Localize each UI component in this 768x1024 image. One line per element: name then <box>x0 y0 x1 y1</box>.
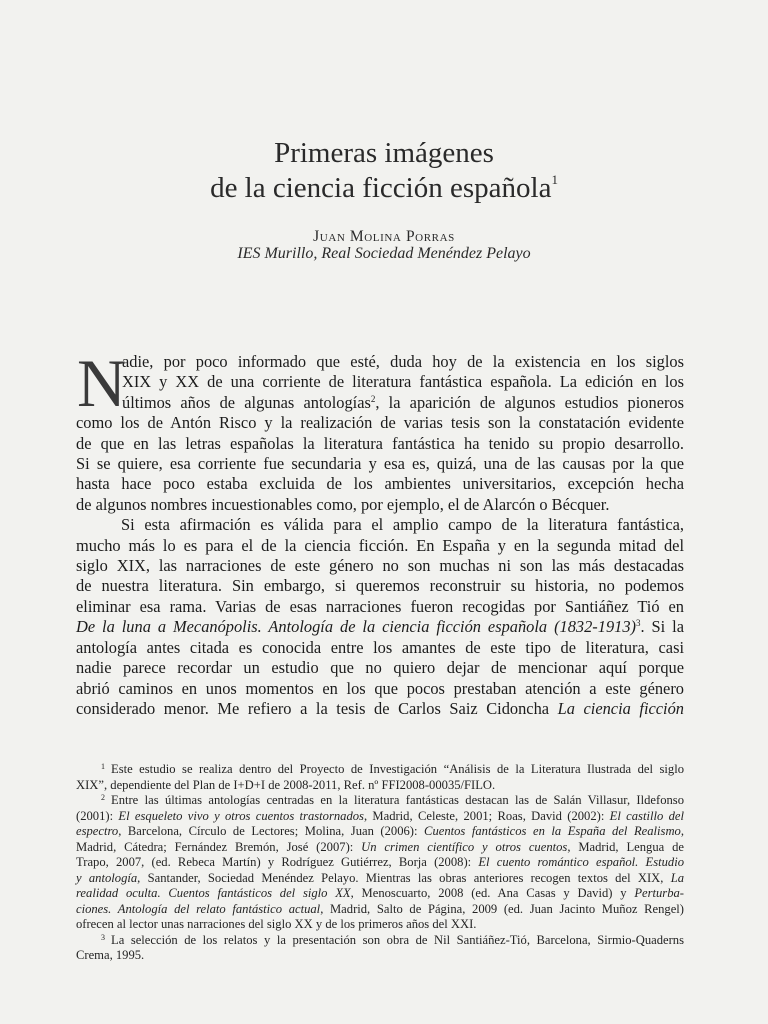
body-line: Si esta afirmación es válida para el amplio campo de la literatura fantástica, <box>121 515 684 535</box>
body-line: mucho más lo es para el de la ciencia ficción. En España y en la segunda mitad del <box>76 535 684 555</box>
footnote-title: espectro <box>76 824 119 838</box>
footnote-text: Madrid, Cátedra; Fernández Bremón, José (2007): <box>76 839 362 854</box>
footnote-line <box>76 840 684 856</box>
footnote-mark: 3 <box>101 932 105 942</box>
footnote-text: , Santander, Sociedad Menéndez Pelayo. Mientras las obras anteriores recogen textos del XIX, <box>137 870 671 885</box>
footnote-line <box>76 809 684 825</box>
book-title: De la luna a Mecanópolis. Antología de la ciencia ficción española (1832-1913) <box>76 617 637 637</box>
body-line: de nuestra literatura. Sin embargo, si queremos reconstruir su historia, no podemos <box>76 576 684 596</box>
footnote-line <box>76 855 684 871</box>
footnote-title: Cuentos fantásticos en la España del Realismo <box>424 824 681 838</box>
footnote-text: , Madrid, Celeste, 2001; Roas, David (2002): <box>363 808 610 823</box>
footnote-title: ciones. Antología del relato fantástico actual <box>76 901 321 916</box>
footnote-text: La selección de los relatos y la presentación son obra de Nil Santiáñez-Tió, Barcelona, Sirmio-Quaderns <box>111 932 684 947</box>
body-line: de que en las letras españolas la literatura fantástica ha tenido su propio desarrollo. <box>76 433 684 453</box>
footnote-title: El esqueleto vivo y otros cuentos trastornados <box>118 808 364 823</box>
footnote-title: Un crimen científico y otros cuentos <box>361 839 568 854</box>
title-footnote-mark[interactable]: 1 <box>551 172 558 187</box>
footnote-line <box>76 902 684 918</box>
footnote-line <box>76 762 684 778</box>
footnote-line <box>76 793 684 809</box>
body-line: como los de Antón Risco y la realización de varias tesis son la constatación evidente <box>76 413 684 433</box>
footnote-line <box>76 933 684 949</box>
footnote-line <box>76 871 684 887</box>
body-line: nadie parece recordar un estudio que no quiero dejar de mencionar aquí porque <box>76 658 684 678</box>
footnote-text: , Madrid, Lengua de <box>567 839 685 854</box>
body-line-text: . Si la <box>640 617 685 637</box>
footnote-line <box>76 886 684 902</box>
drop-cap: N <box>77 345 127 421</box>
body-line-text: considerado menor. Me refiero a la tesis de Carlos Saiz Cidoncha <box>76 698 558 718</box>
body-line-text: últimos años de algunas antologías <box>122 392 371 412</box>
title-line-2 <box>0 171 768 206</box>
footnote-line <box>76 824 684 840</box>
footnote-title: Perturba- <box>634 886 684 900</box>
footnote-ref-2[interactable]: 2 <box>370 393 376 404</box>
footnote-3 <box>76 933 684 964</box>
footnote-line: XIX”, dependiente del Plan de I+D+I de 2008-2011, Ref. nº FFI2008-00035/FILO. <box>76 777 496 792</box>
book-title: La ciencia ficción <box>557 698 684 718</box>
footnote-text: Este estudio se realiza dentro del Proyecto de Investigación “Análisis de la Literatura Ilustrada del siglo <box>111 762 684 776</box>
footnote-text: , Madrid, Salto de Página, 2009 (ed. Juan Jacinto Muñoz Rengel) <box>320 901 684 916</box>
footnote-title: El cuento romántico español. Estudio <box>478 855 685 869</box>
body-line: Si se quiere, esa corriente fue secundaria y esa es, quizá, una de las causas por la que <box>76 454 684 474</box>
body-line-text: , la aparición de algunos estudios pioneros <box>375 392 685 412</box>
footnote-title: La <box>670 870 684 885</box>
body-line: siglo XIX, las narraciones de este género no son muchas ni son las más destacadas <box>76 556 684 576</box>
footnote-line: Crema, 1995. <box>76 948 145 962</box>
footnote-line: ofrecen al lector unas narraciones del siglo XX y de los primeros años del XXI. <box>76 917 477 931</box>
author-affiliation: IES Murillo, Real Sociedad Menéndez Pelayo <box>237 245 531 262</box>
footnote-mark: 2 <box>101 793 105 802</box>
body-line <box>76 393 684 413</box>
footnote-mark: 1 <box>101 762 105 771</box>
footnote-text: Entre las últimas antologías centradas en la literatura fantásticas destacan las de Salán Villasur, Ildefonso <box>111 793 684 807</box>
body-text <box>76 345 685 719</box>
body-line: XIX y XX de una corriente de literatura fantástica española. La edición en los <box>122 372 684 392</box>
body-line: adie, por poco informado que esté, duda hoy de la existencia en los siglos <box>122 352 684 371</box>
footnote-2 <box>76 793 684 933</box>
footnote-title: y antología <box>76 870 138 885</box>
article-title <box>0 136 768 206</box>
footnote-text: (2001): <box>76 808 119 823</box>
body-line: antología antes citada es conocida entre los amantes de este tipo de literatura, casi <box>76 637 684 657</box>
body-line: de algunos nombres incuestionables como, por ejemplo, el de Alarcón o Bécquer. <box>76 494 610 514</box>
title-line-2-text: de la ciencia ficción española <box>210 172 552 204</box>
footnote-title: realidad oculta. Cuentos fantásticos del siglo XX <box>76 886 351 900</box>
footnote-1 <box>76 762 684 793</box>
footnote-text: , <box>680 824 684 838</box>
author-name: Juan Molina Porras <box>313 228 455 245</box>
body-line <box>76 699 684 719</box>
footnote-text: , Barcelona, Círculo de Lectores; Molina, Juan (2006): <box>118 824 425 838</box>
title-line-1: Primeras imágenes <box>274 137 494 169</box>
footnote-title: El castillo del <box>609 808 684 823</box>
footnote-text: Trapo, 2007, (ed. Rebeca Martín) y Rodríguez Gutiérrez, Borja (2008): <box>76 855 479 869</box>
body-line: abrió caminos en unos momentos en los que pocos prestaban atención a este género <box>76 678 684 698</box>
body-line <box>76 617 684 637</box>
body-line: eliminar esa rama. Varias de esas narraciones fueron recogidas por Santiáñez Tió en <box>76 596 684 616</box>
footnotes <box>76 762 684 964</box>
footnote-text: , Menoscuarto, 2008 (ed. Ana Casas y David) y <box>350 886 635 900</box>
body-line: hasta hace poco estaba excluida de los ambientes universitarios, excepción hecha <box>76 474 684 494</box>
footnote-ref-3[interactable]: 3 <box>636 618 641 629</box>
